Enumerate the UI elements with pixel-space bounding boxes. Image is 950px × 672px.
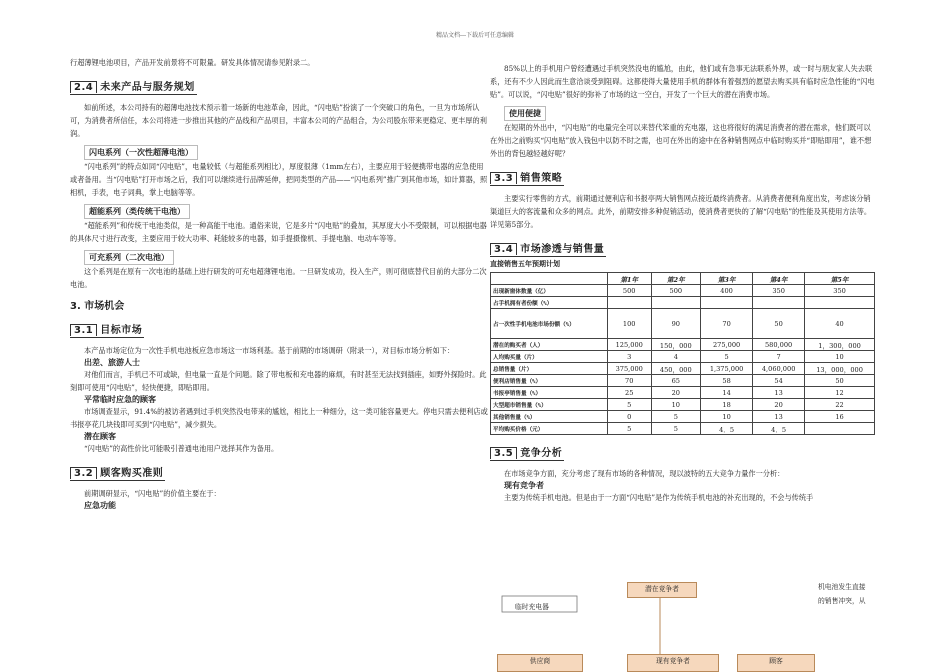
subheading-travelers: 出差、旅游人士 <box>84 358 140 367</box>
table-cell: 10 <box>701 411 753 423</box>
subheading-emergency-function: 应急功能 <box>84 501 116 510</box>
supplier-box: 供应商 <box>497 654 583 672</box>
table-cell: 16 <box>805 411 875 423</box>
paragraph: 在市场竞争方面，充分考虑了现有市场的各种情况，现以波特的五大竞争力量作一分析： <box>504 469 785 478</box>
subheading-rechargeable-series: 可充系列（二次电池） <box>84 250 174 265</box>
table-cell: 350 <box>805 285 875 297</box>
paragraph: 行超薄锂电池项目，产品开发前景将不可限量。研发具体情况请参见附录二。 <box>70 58 315 67</box>
table-row <box>491 411 875 423</box>
table-cell: 500 <box>607 285 651 297</box>
paragraph: 对他们而言，手机已不可或缺，但电量一直是个问题。除了带电板和充电器的麻烦，有时甚至无法找到插座，如野外探险时。此刻即可使用“闪电贴”，轻快便捷，即贴即用。 <box>70 370 487 392</box>
subheading-lightning-series: 闪电系列（一次性超薄电池） <box>84 145 198 160</box>
table-cell: 4 <box>651 351 701 363</box>
table-row <box>491 399 875 411</box>
subheading-potential-customers: 潜在顾客 <box>84 432 116 441</box>
table-cell: 10 <box>651 399 701 411</box>
table-cell: 20 <box>651 387 701 399</box>
table-cell: 便利店销售量（%） <box>491 375 608 387</box>
existing-competitors-box: 现有竞争者 <box>627 654 719 672</box>
table-cell: 书报亭销售量（%） <box>491 387 608 399</box>
table-cell: 70 <box>701 309 753 339</box>
left-column <box>70 56 488 511</box>
paragraph: “闪电贴”的高性价比可能吸引普通电池用户选择其作为备用。 <box>84 444 279 453</box>
table-cell: 1，300，000 <box>805 339 875 351</box>
table-cell: 22 <box>805 399 875 411</box>
table-cell: 占一次性手机电池市场份额（%） <box>491 309 608 339</box>
table-cell: 5 <box>607 399 651 411</box>
table-row <box>491 363 875 375</box>
table-cell: 5 <box>651 411 701 423</box>
paragraph: 主要为传统手机电池。但是由于一方面“闪电贴”是作为传统手机电池的补充出现的，不会与传统手 <box>504 493 814 502</box>
potential-competitors-box: 潜在竞争者 <box>627 582 697 598</box>
table-header-cell: 第3年 <box>701 273 753 285</box>
table-cell: 375,000 <box>607 363 651 375</box>
table-cell: 4．5 <box>753 423 805 435</box>
section-heading-3-3: 3.3 销售策略 <box>490 169 564 186</box>
table-cell <box>701 297 753 309</box>
table-cell: 3 <box>607 351 651 363</box>
paragraph: “超能系列”和传统干电池类似，是一种高能干电池。通俗来说，它是多片“闪电贴”的叠加，其厚度大小不受限制，可以根据电器的具体尺寸进行改变，主要应用于较大功率、耗能较多的电器，如手提摄像机、手提电脑、电动车等等。 <box>70 221 487 243</box>
table-cell: 5 <box>701 351 753 363</box>
table-cell: 125,000 <box>607 339 651 351</box>
table-cell: 50 <box>805 375 875 387</box>
paragraph: 市场调查显示，91.4%的被访者遇到过手机突然没电带来的尴尬，相比上一种细分，这一类可能容量更大。停电只需去便利店或书报亭花几块钱即可买到“闪电贴”，减少损失。 <box>70 407 488 429</box>
table-header-cell: 第2年 <box>651 273 701 285</box>
table-header-cell <box>491 273 608 285</box>
table-cell: 13 <box>753 411 805 423</box>
table-cell: 150，000 <box>651 339 701 351</box>
table-row <box>491 423 875 435</box>
table-cell <box>805 297 875 309</box>
table-cell <box>607 297 651 309</box>
table-cell: 70 <box>607 375 651 387</box>
table-cell: 其他销售量（%） <box>491 411 608 423</box>
paragraph-continuation: 机电池发生直接 <box>818 583 866 591</box>
table-cell: 90 <box>651 309 701 339</box>
table-header-cell: 第4年 <box>753 273 805 285</box>
page-header: 精品文档---下载后可任意编辑 <box>435 32 515 39</box>
table-title: 直接销售五年预期计划 <box>490 260 560 268</box>
table-cell: 58 <box>701 375 753 387</box>
table-cell: 潜在的购买者（人） <box>491 339 608 351</box>
temporary-charger-label: 临时充电器 <box>515 603 549 611</box>
paragraph: 如前所述，本公司持有的超薄电池技术预示着一场新的电池革命，因此，“闪电贴”扮演了一个突破口的角色，一旦为市场所认可，为消费者所信任，本公司将进一步推出其他的产品线和产品项目，丰富本公司的产品组合，为公司股东带来更稳定、更丰厚的利润。 <box>70 103 487 138</box>
table-cell: 总销售量（片） <box>491 363 608 375</box>
table-cell: 400 <box>701 285 753 297</box>
table-cell: 14 <box>701 387 753 399</box>
table-cell: 20 <box>753 399 805 411</box>
paragraph: “闪电系列”的特点如同“闪电贴”，电量较低（与超能系列相比），厚度很薄（1mm左右），主要应用于轻便携带电器的应急使用或者备用。当“闪电贴”打开市场之后，我们可以继续进行品牌延伸，把同类型的产品——“闪电系列”推广到其他市场，如计算器，照相机，手表，电子词典，掌上电脑等等。 <box>70 162 488 197</box>
section-heading-3-1: 3.1 目标市场 <box>70 321 144 338</box>
table-header-cell: 第5年 <box>805 273 875 285</box>
table-cell: 40 <box>805 309 875 339</box>
subheading-super-series: 超能系列（类传统干电池） <box>84 204 190 219</box>
table-cell: 4．5 <box>701 423 753 435</box>
table-cell: 13，000，000 <box>805 363 875 375</box>
table-cell: 25 <box>607 387 651 399</box>
table-cell: 占手机拥有者份额（%） <box>491 297 608 309</box>
table-cell: 人均购买量（片） <box>491 351 608 363</box>
table-cell: 大型超市销售量（%） <box>491 399 608 411</box>
section-heading-3-2: 3.2 顾客购买准则 <box>70 464 165 481</box>
paragraph: 这个系列是在原有一次电池的基础上进行研发的可充电超薄锂电池。一旦研发成功，投入生产，则可彻底替代目前的大部分二次电池。 <box>70 267 487 289</box>
table-cell: 100 <box>607 309 651 339</box>
table-cell <box>651 297 701 309</box>
table-row <box>491 351 875 363</box>
table-row <box>491 375 875 387</box>
section-heading-2-4: 2.4 未来产品与服务规划 <box>70 78 197 95</box>
table-cell: 0 <box>607 411 651 423</box>
table-cell: 54 <box>753 375 805 387</box>
paragraph: 主要实行零售的方式，前期通过便利店和书报亭两大销售网点接近最终消费者。从消费者便利角度出发，考虑该分销渠道巨大的客流量和众多的网点。此外，前期安排多种促销活动，使消费者更快的了解“闪电贴”的性能及其使用方法等。详见第5部分。 <box>490 194 872 229</box>
table-cell: 275,000 <box>701 339 753 351</box>
table-cell: 出现新窗体数量（亿） <box>491 285 608 297</box>
table-header-row <box>491 273 875 285</box>
table-cell: 450，000 <box>651 363 701 375</box>
table-cell: 5 <box>651 423 701 435</box>
table-cell: 7 <box>753 351 805 363</box>
table-cell: 350 <box>753 285 805 297</box>
paragraph: 前期调研显示，“闪电贴”的价值主要在于： <box>84 489 221 498</box>
table-cell <box>753 297 805 309</box>
table-header-cell: 第1年 <box>607 273 651 285</box>
subheading-emergency-customers: 平常临时应急的顾客 <box>84 395 156 404</box>
table-cell: 65 <box>651 375 701 387</box>
table-cell: 13 <box>753 387 805 399</box>
table-row <box>491 285 875 297</box>
paragraph: 85%以上的手机用户曾经遭遇过手机突然没电的尴尬，由此，他们或有急事无法联系外界，或一时与朋友家人失去联系，还有不少人因此而生意洽谈受到阻碍。这都使得大量使用手机的群体有着强烈的愿望去购买具有临时应急性能的“闪电贴”。可以说，“闪电贴”很好的弥补了市场的这一空白，开发了一个巨大的潜在消费市场。 <box>490 64 875 99</box>
section-heading-3-4: 3.4 市场渗透与销售量 <box>490 240 606 257</box>
paragraph-continuation: 的销售冲突，从 <box>818 597 866 605</box>
paragraph: 本产品市场定位为一次性手机电池板应急市场这一市场利基。基于前期的市场调研（附录一），对目标市场分析如下： <box>84 346 455 355</box>
paragraph: 在短期的外出中，“闪电贴”的电量完全可以来替代笨重的充电器，这也将很好的满足消费者的潜在需求，他们既可以在外出之前购买“闪电贴”放入钱包中以防不时之需，也可在外出的途中在各种销售网点中临时购买并“即贴即用”，谁不想外出的背包越轻越好呢？ <box>490 123 872 158</box>
table-row <box>491 339 875 351</box>
table-row <box>491 297 875 309</box>
table-cell: 12 <box>805 387 875 399</box>
section-heading-3: 3. 市场机会 <box>70 301 125 312</box>
table-cell: 18 <box>701 399 753 411</box>
right-column <box>490 62 875 504</box>
table-cell <box>805 423 875 435</box>
sales-forecast-table <box>490 272 875 435</box>
section-heading-3-5: 3.5 竞争分析 <box>490 444 564 461</box>
table-row <box>491 309 875 339</box>
table-cell: 5 <box>607 423 651 435</box>
customer-box: 顾客 <box>737 654 815 672</box>
table-cell: 4,060,000 <box>753 363 805 375</box>
table-cell: 平均购买价格（元） <box>491 423 608 435</box>
subheading-convenience: 使用便捷 <box>504 106 546 121</box>
subheading-existing-competitors: 现有竞争者 <box>504 481 544 490</box>
table-cell: 580,000 <box>753 339 805 351</box>
table-cell: 500 <box>651 285 701 297</box>
table-cell: 1,375,000 <box>701 363 753 375</box>
table-row <box>491 387 875 399</box>
table-cell: 50 <box>753 309 805 339</box>
table-cell: 10 <box>805 351 875 363</box>
